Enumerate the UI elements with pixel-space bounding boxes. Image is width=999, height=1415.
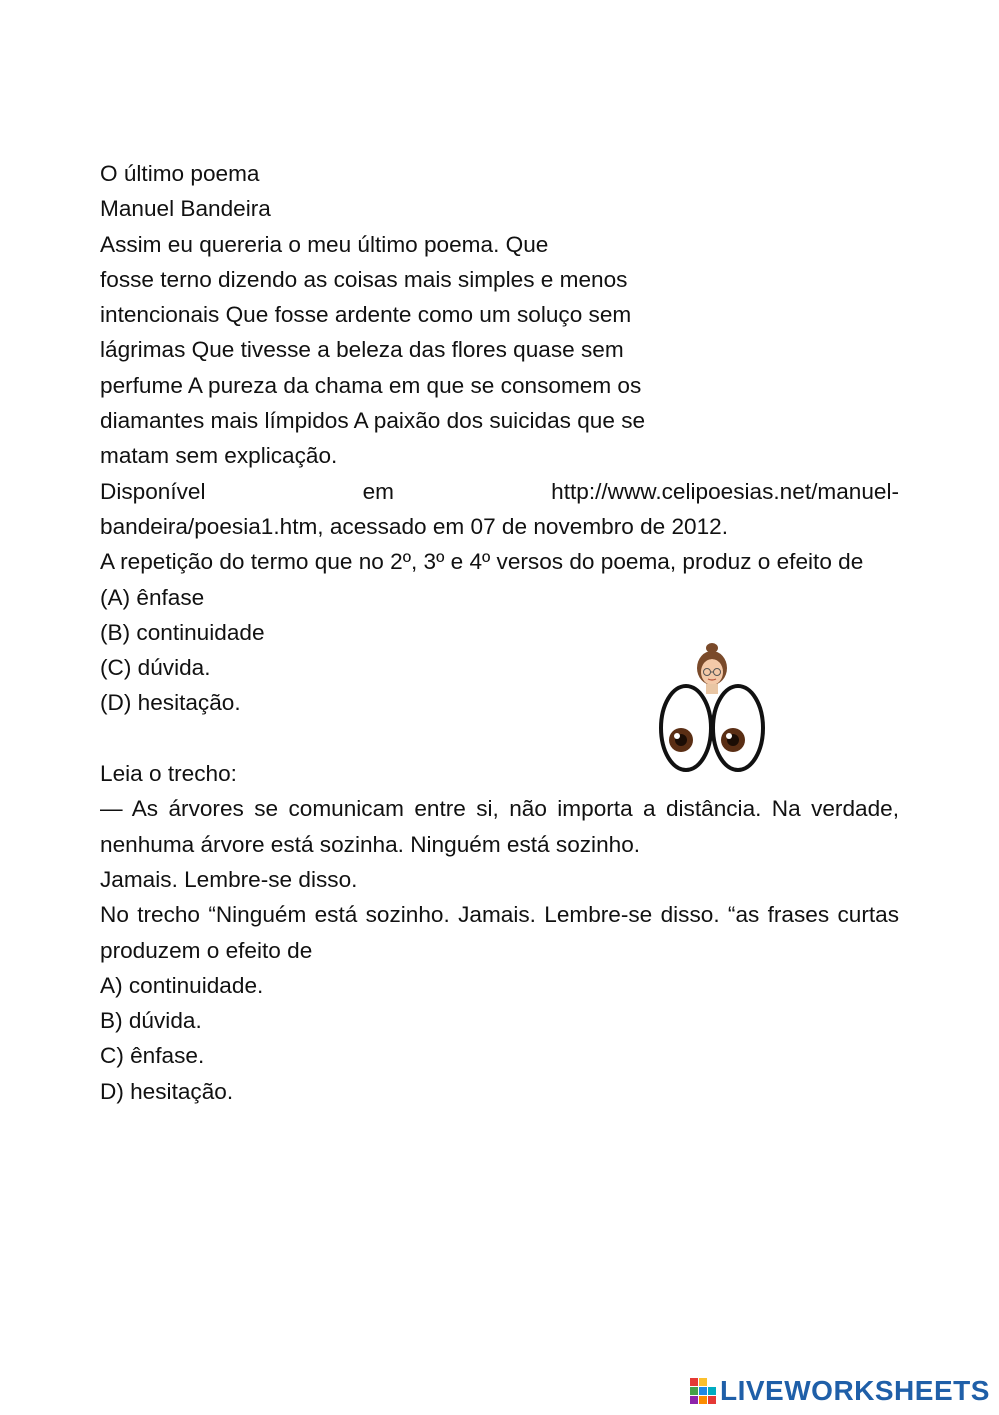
question1-option-b: (B) continuidade xyxy=(100,619,265,645)
poem-line: diamantes mais límpidos A paixão dos suicidas que se xyxy=(100,408,646,434)
poem-line: fosse terno dizendo as coisas mais simples e menos xyxy=(100,266,628,292)
question2-intro: Leia o trecho: xyxy=(100,761,237,787)
question2-option-d: D) hesitação. xyxy=(100,1078,234,1104)
worksheet-page xyxy=(100,156,899,1109)
question2-option-b: B) dúvida. xyxy=(100,1008,202,1034)
poem-line: intencionais Que fosse ardente como um soluço sem xyxy=(100,302,632,328)
question2-option-c: C) ênfase. xyxy=(100,1043,205,1069)
source-citation-line1: Disponível em http://www.celipoesias.net/manuel- xyxy=(100,478,899,504)
liveworksheets-logo xyxy=(690,1374,990,1408)
left-eye-icon xyxy=(661,686,711,770)
section-spacer xyxy=(100,721,899,756)
right-eye-icon xyxy=(713,686,763,770)
question2-excerpt: — As árvores se comunicam entre si, não importa a distância. Na verdade, nenhuma árvore está sozinha. Ninguém está sozinho. xyxy=(100,796,899,857)
question1-prompt: A repetição do termo que no 2º, 3º e 4º versos do poema, produz o efeito de xyxy=(100,549,864,575)
poem-line: perfume A pureza da chama em que se consomem os xyxy=(100,372,642,398)
liveworksheets-logo-icon xyxy=(690,1378,716,1404)
liveworksheets-brand-text: LIVEWORKSHEETS xyxy=(720,1375,990,1406)
poem-line: matam sem explicação. xyxy=(100,443,338,469)
poem-line: lágrimas Que tivesse a beleza das flores quase sem xyxy=(100,337,624,363)
peeking-eyes-icon xyxy=(655,640,771,776)
poem-title: O último poema xyxy=(100,161,260,186)
question2-excerpt-continued: Jamais. Lembre-se disso. xyxy=(100,866,358,892)
poem-author: Manuel Bandeira xyxy=(100,196,271,222)
poem-line: Assim eu quereria o meu último poema. Que xyxy=(100,231,549,257)
question1-option-c: (C) dúvida. xyxy=(100,655,211,681)
question1-option-a: (A) ênfase xyxy=(100,584,205,610)
question1-option-d: (D) hesitação. xyxy=(100,690,241,716)
question2-prompt: No trecho “Ninguém está sozinho. Jamais. Lembre-se disso. “as frases curtas produzem o efeito de xyxy=(100,902,899,963)
source-citation-line2: bandeira/poesia1.htm, acessado em 07 de novembro de 2012. xyxy=(100,513,729,539)
question2-option-a: A) continuidade. xyxy=(100,972,264,998)
girl-avatar-icon xyxy=(697,643,727,694)
